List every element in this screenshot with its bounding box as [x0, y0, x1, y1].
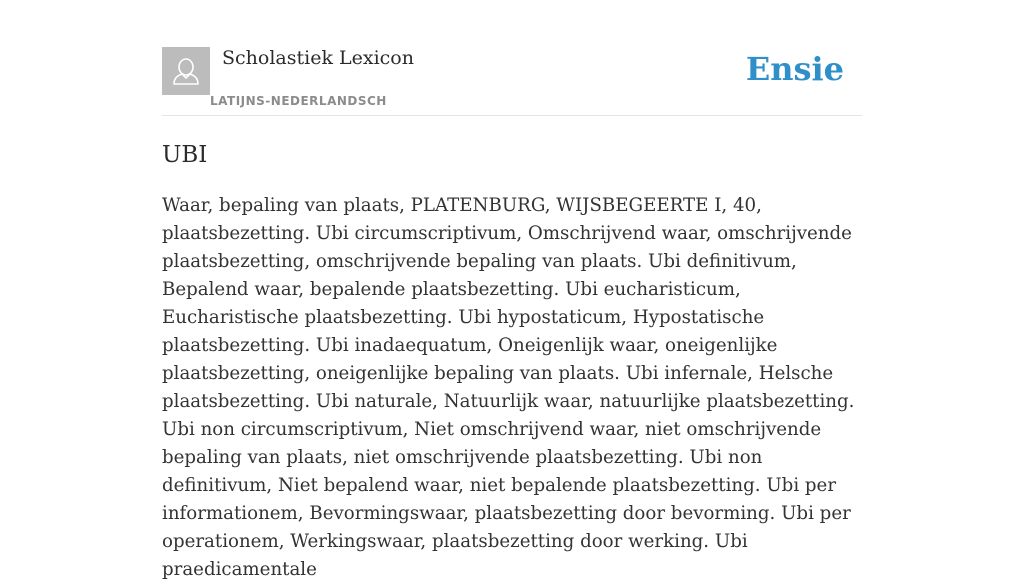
user-avatar-icon[interactable] [162, 47, 210, 95]
entry-body: Waar, bepaling van plaats, PLATENBURG, WIJSBEGEERTE I, 40, plaatsbezetting. Ubi circumscriptivum, Omschrijvend waar, omschrijvende plaatsbezetting, omschrijvende bepaling van plaats. Ubi definitivum, Bepalend waar, bepalende plaatsbezetting. Ubi eucharisticum, Eucharistische plaatsbezetting. Ubi hypostaticum, Hypostatische plaatsbezetting. Ubi inadaequatum, Oneigenlijk waar, oneigenlijke plaatsbezetting, oneigenlijke bepaling van plaats. Ubi infernale, Helsche plaatsbezetting. Ubi naturale, Natuurlijk waar, natuurlijke plaatsbezetting. Ubi non circumscriptivum, Niet omschrijvend waar, niet omschrijvende bepaling van plaats, niet omschrijvende plaatsbezetting. Ubi non definitivum, Niet bepalend waar, niet bepalende plaatsbezetting. Ubi per informationem, Bevormingswaar, plaatsbezetting door bevorming. Ubi per operationem, Werkingswaar, plaatsbezetting door werking. Ubi praedicamentale [162, 195, 855, 580]
source-subtitle: LATIJNS-NEDERLANDSCH [210, 94, 387, 108]
ensie-logo[interactable]: Ensie [745, 50, 844, 88]
header [162, 0, 862, 116]
entry-title: UBI [162, 142, 208, 168]
source-title[interactable]: Scholastiek Lexicon [222, 47, 414, 69]
